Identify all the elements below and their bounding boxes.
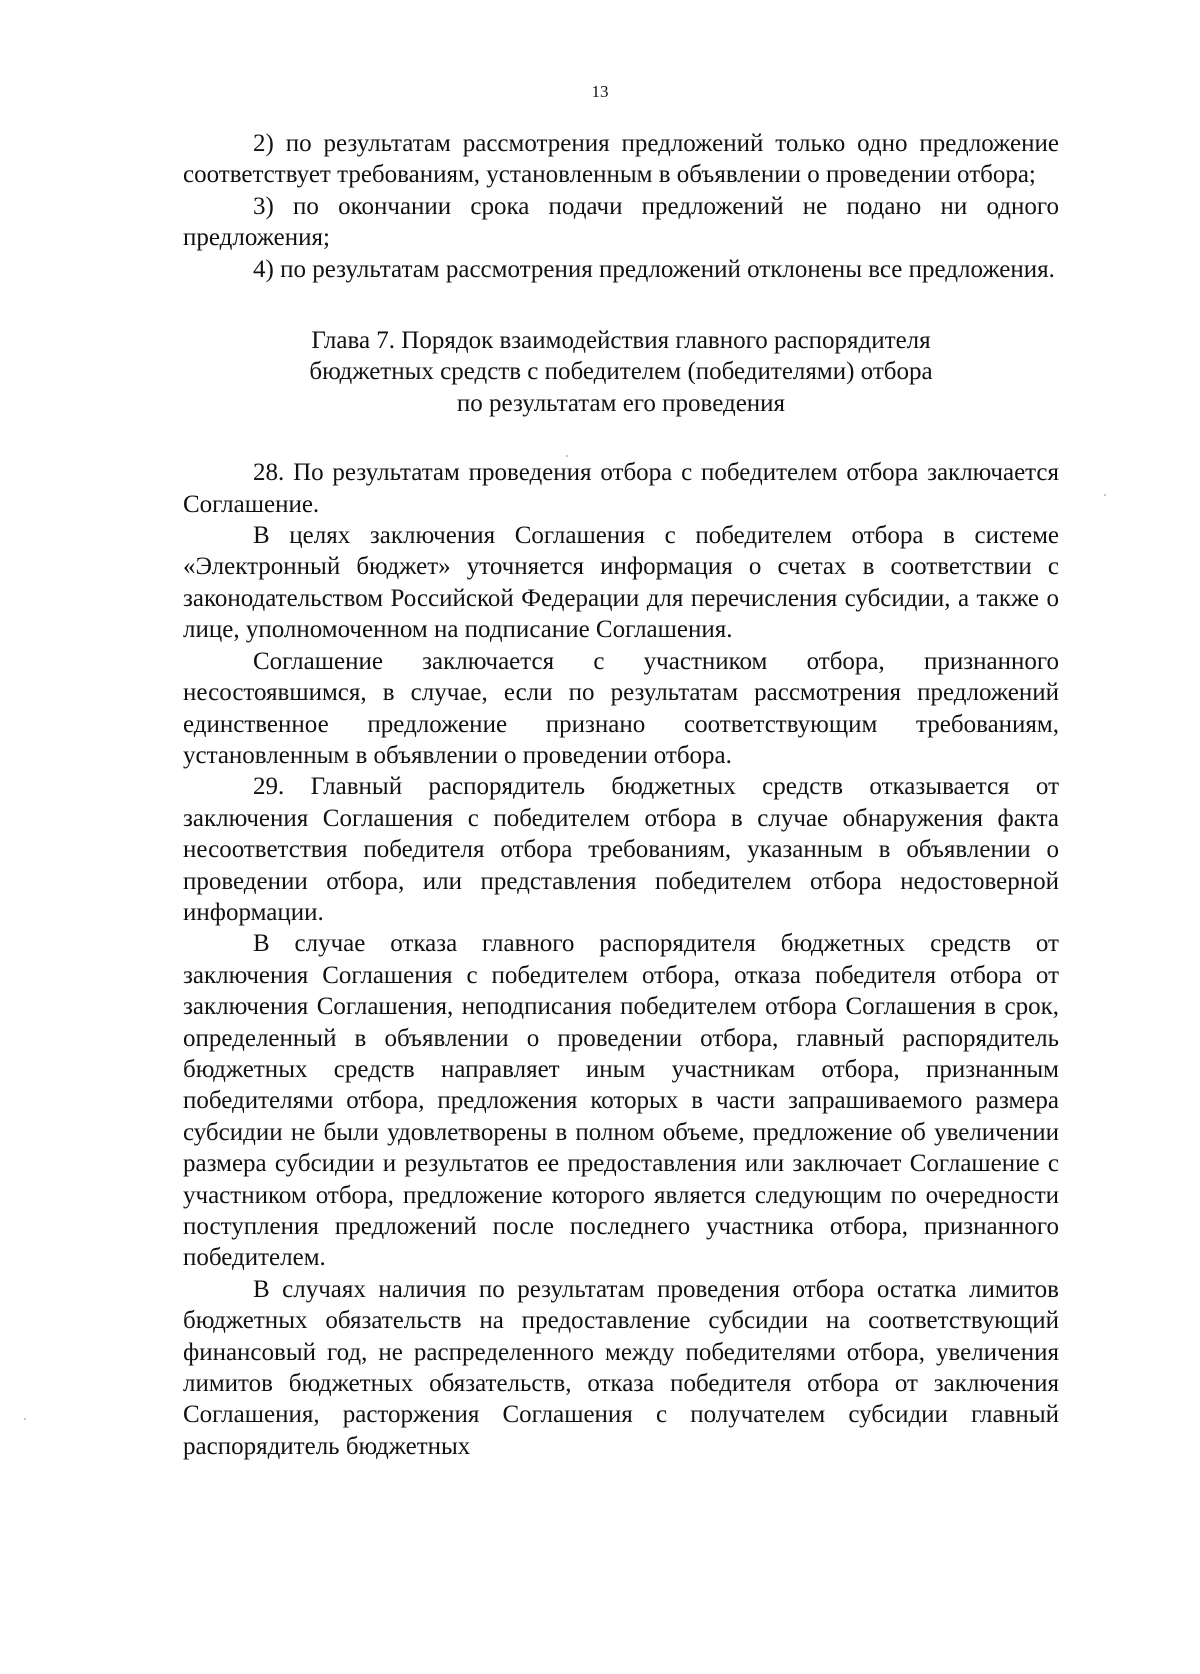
list-item-2: 2) по результатам рассмотрения предложений только одно предложение соответствует требованиям, установленным в объявлении о проведении отбора; bbox=[183, 130, 1059, 189]
chapter-heading bbox=[183, 325, 1059, 419]
paragraph-28: 28. По результатам проведения отбора с победителем отбора заключается Соглашение. bbox=[183, 459, 1059, 518]
paragraph-remaining-limits: В случаях наличия по результатам проведения отбора остатка лимитов бюджетных обязательств на предоставление субсидии на соответствующий финансовый год, не распределенного между победителями отбора, увеличения лимитов бюджетных обязательств, отказа победителя отбора от заключения Соглашения, расторжения Соглашения с получателем субсидии главный распорядитель бюджетных bbox=[183, 1275, 1059, 1460]
paragraph-account-details: В целях заключения Соглашения с победителем отбора в системе «Электронный бюджет» уточняется информация о счетах в соответствии с законодательством Российской Федерации для перечисления субсидии, а также о лице, уполномоченном на подписание Соглашения. bbox=[183, 522, 1059, 644]
chapter-heading-line-3: по результатам его проведения bbox=[456, 389, 786, 417]
list-item-4: 4) по результатам рассмотрения предложений отклонены все предложения. bbox=[253, 255, 1055, 283]
scan-speck bbox=[1104, 494, 1106, 496]
page-number: 13 bbox=[591, 82, 609, 101]
document-body bbox=[183, 128, 1059, 1462]
paragraph-refusal-case: В случае отказа главного распорядителя бюджетных средств от заключения Соглашения с победителем отбора, отказа победителя отбора от заключения Соглашения, неподписания победителем отбора Соглашения в срок, определенный в объявлении о проведении отбора, главный распорядитель бюджетных средств направляет иным участникам отбора, признанным победителями отбора, предложения которых в части запрашиваемого размера субсидии не были удовлетворены в полном объеме, предложение об увеличении размера субсидии и результатов ее предоставления или заключает Соглашение с участником отбора, предложение которого является следующим по очередности поступления предложений после последнего участника отбора, признанного победителем. bbox=[183, 930, 1059, 1272]
chapter-heading-line-1: Глава 7. Порядок взаимодействия главного распорядителя bbox=[311, 327, 931, 355]
chapter-heading-line-2: бюджетных средств с победителем (победителями) отбора bbox=[309, 358, 933, 386]
paragraph-29: 29. Главный распорядитель бюджетных средств отказывается от заключения Соглашения с победителем отбора в случае обнаружения факта несоответствия победителя отбора требованиям, указанным в объявлении о проведении отбора, или представления победителем отбора недостоверной информации. bbox=[183, 773, 1059, 926]
list-item-3: 3) по окончании срока подачи предложений не подано ни одного предложения; bbox=[183, 192, 1059, 252]
scan-speck bbox=[24, 1418, 26, 1420]
paragraph-single-participant: Соглашение заключается с участником отбора, признанного несостоявшимся, в случае, если по результатам рассмотрения предложений единственное предложение признано соответствующим требованиям, установленным в объявлении о проведении отбора. bbox=[183, 647, 1059, 769]
scan-speck bbox=[566, 455, 568, 457]
